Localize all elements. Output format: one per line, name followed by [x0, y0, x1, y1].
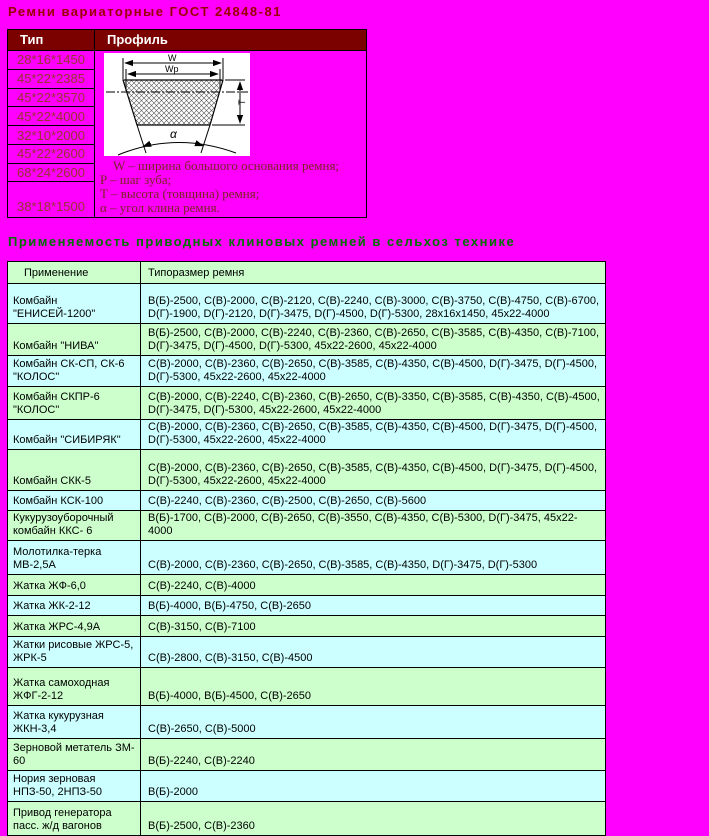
sizes-cell: В(Б)-2500, С(В)-2000, С(В)-2120, С(В)-2240, С(В)-3000, С(В)-3750, С(В)-4750, С(В)-6700, D(Г)-1900, D(Г)-2120, D(Г)-3475, D(Г)-4500, D(Г)-5300, 28х16х1450, 45х22-4000 [141, 284, 606, 324]
belt-profile-diagram [104, 53, 250, 156]
table-row [8, 668, 606, 706]
table-row [8, 771, 606, 802]
dim-label-alpha: α [170, 127, 177, 141]
table-row [8, 637, 606, 668]
sizes-cell: С(В)-2240, С(В)-2360, С(В)-2500, С(В)-2650, С(В)-5600 [141, 491, 606, 511]
sizes-cell: В(Б)-4000, В(Б)-4750, С(В)-2650 [141, 596, 606, 616]
sizes-cell: С(В)-2000, С(В)-2360, С(В)-2650, С(В)-3585, С(В)-4350, С(В)-4500, D(Г)-3475, D(Г)-4500, D(Г)-5300, 45х22-2600, 45х22-4000 [141, 420, 606, 450]
application-cell: Комбайн "ЕНИСЕЙ-1200" [8, 284, 141, 324]
application-cell: Молотилка-терка МВ-2,5А [8, 541, 141, 575]
dim-label-wp: Wp [165, 64, 179, 74]
table-row [8, 511, 606, 541]
table-row [8, 706, 606, 739]
belt-type-cell: 45*22*3570 [8, 88, 95, 107]
sizes-cell: В(Б)-2500, С(В)-2360 [141, 802, 606, 836]
legend-line: α – угол клина ремня. [100, 200, 220, 215]
table-row [8, 387, 606, 420]
sizes-cell: С(В)-2000, С(В)-2240, С(В)-2360, С(В)-2650, С(В)-3350, С(В)-3585, С(В)-4350, С(В)-4500, D(Г)-3475, D(Г)-5300, 45х22-2600, 45х22-4000 [141, 387, 606, 420]
app-header-application: Применение [8, 262, 141, 284]
table-row [8, 420, 606, 450]
sizes-cell: С(В)-2000, С(В)-2360, С(В)-2650, С(В)-3585, С(В)-4350, С(В)-4500, D(Г)-3475, D(Г)-4500, D(Г)-5300, 45х22-2600, 45х22-4000 [141, 356, 606, 387]
application-cell: Зерновой метатель ЗМ- 60 [8, 739, 141, 771]
belt-type-cell: 32*10*2000 [8, 126, 95, 145]
belt-type-cell: 28*16*1450 [8, 51, 95, 70]
belt-type-cell: 45*22*4000 [8, 107, 95, 126]
app-table-header-row [8, 262, 606, 284]
belt-type-cell: 38*18*1500 [8, 182, 95, 218]
belt-types-tbody [8, 51, 367, 218]
application-cell: Нория зерновая НПЗ-50, 2НПЗ-50 [8, 771, 141, 802]
application-cell: Комбайн "НИВА" [8, 324, 141, 356]
belt-type-cell: 45*22*2385 [8, 69, 95, 88]
sizes-cell: В(Б)-4000, В(Б)-4500, С(В)-2650 [141, 668, 606, 706]
table-row [8, 575, 606, 596]
sizes-cell: В(Б)-2500, С(В)-2000, С(В)-2240, С(В)-2360, С(В)-2650, С(В)-3585, С(В)-4350, С(В)-7100, D(Г)-3475, D(Г)-4500, D(Г)-5300, 45х22-2600, 45х22-4000 [141, 324, 606, 356]
application-cell: Комбайн СК-СП, СК-6 "КОЛОС" [8, 356, 141, 387]
section-title: Применяемость приводных клиновых ремней в сельхоз технике [8, 234, 516, 249]
application-cell: Комбайн КСК-100 [8, 491, 141, 511]
belt-header-type: Тип [8, 30, 95, 51]
application-cell: Комбайн СКК-5 [8, 450, 141, 491]
belt-type-cell: 45*22*2600 [8, 144, 95, 163]
belt-header-profile: Профиль [95, 30, 367, 51]
page-title: Ремни вариаторные ГОСТ 24848-81 [8, 4, 282, 19]
sizes-cell: В(Б)-1700, С(В)-2000, С(В)-2650, С(В)-3550, С(В)-4350, С(В)-5300, D(Г)-3475, 45х22-4000 [141, 511, 606, 541]
applicability-tbody [8, 284, 606, 836]
application-cell: Комбайн СКПР-6 "КОЛОС" [8, 387, 141, 420]
table-row [8, 356, 606, 387]
table-row [8, 450, 606, 491]
sizes-cell: С(В)-2800, С(В)-3150, С(В)-4500 [141, 637, 606, 668]
diagram-legend [100, 159, 366, 215]
sizes-cell: С(В)-2000, С(В)-2360, С(В)-2650, С(В)-3585, С(В)-4350, С(В)-4500, D(Г)-3475, D(Г)-4500, D(Г)-5300, 45х22-2600, 45х22-4000 [141, 450, 606, 491]
application-cell: Привод генератора пасс. ж/д вагонов [8, 802, 141, 836]
table-row [8, 596, 606, 616]
application-cell: Жатка ЖРС-4,9А [8, 616, 141, 637]
table-row [8, 802, 606, 836]
sizes-cell: С(В)-2240, С(В)-4000 [141, 575, 606, 596]
belt-type-row [8, 51, 367, 70]
application-cell: Кукурузоуборочный комбайн ККС- 6 [8, 511, 141, 541]
application-cell: Жатки рисовые ЖРС-5, ЖРК-5 [8, 637, 141, 668]
dim-label-t: T [237, 99, 247, 105]
table-row [8, 739, 606, 771]
table-row [8, 616, 606, 637]
table-row [8, 491, 606, 511]
legend-line: T – высота (товщина) ремня; [100, 186, 260, 201]
belt-table-header-row [8, 30, 367, 51]
table-row [8, 324, 606, 356]
sizes-cell: С(В)-2000, С(В)-2360, С(В)-2650, С(В)-3585, С(В)-4350, D(Г)-3475, D(Г)-5300 [141, 541, 606, 575]
table-row [8, 284, 606, 324]
application-cell: Жатка ЖК-2-12 [8, 596, 141, 616]
table-row [8, 541, 606, 575]
legend-line: W – ширина большого основания ремня; [113, 158, 340, 173]
application-cell: Жатка кукурузная ЖКН-3,4 [8, 706, 141, 739]
application-cell: Жатка самоходная ЖФГ-2-12 [8, 668, 141, 706]
belt-type-cell: 68*24*2600 [8, 163, 95, 182]
sizes-cell: С(В)-2650, С(В)-5000 [141, 706, 606, 739]
sizes-cell: В(Б)-2000 [141, 771, 606, 802]
belt-types-table [7, 29, 367, 218]
sizes-cell: С(В)-3150, С(В)-7100 [141, 616, 606, 637]
application-cell: Жатка ЖФ-6,0 [8, 575, 141, 596]
app-header-size: Типоразмер ремня [141, 262, 606, 284]
legend-line: P – шаг зуба; [100, 172, 172, 187]
sizes-cell: В(Б)-2240, С(В)-2240 [141, 739, 606, 771]
profile-cell [95, 51, 367, 218]
applicability-table [7, 261, 606, 836]
application-cell: Комбайн "СИБИРЯК" [8, 420, 141, 450]
dim-label-w: W [168, 53, 177, 63]
